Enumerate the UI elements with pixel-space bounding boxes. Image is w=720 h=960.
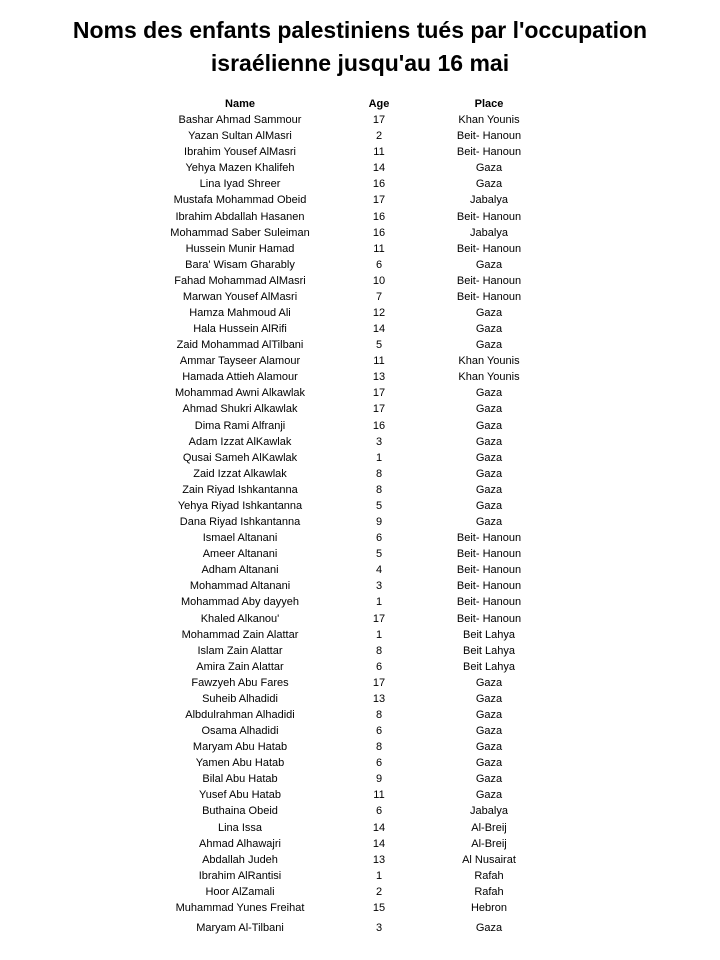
- cell-place: Al-Breij: [471, 821, 507, 834]
- cell-name: Fawzyeh Abu Fares: [191, 676, 289, 689]
- cell-place: Gaza: [475, 435, 503, 448]
- cell-name: Bilal Abu Hatab: [202, 773, 278, 786]
- cell-place: Gaza: [475, 258, 503, 271]
- cell-age: 4: [375, 564, 383, 577]
- table-row: [0, 225, 720, 241]
- cell-age: 8: [375, 483, 383, 496]
- cell-place: Rafah: [474, 869, 504, 882]
- title-line-2: israélienne jusqu'au 16 mai: [210, 50, 510, 76]
- cell-place: Gaza: [475, 483, 503, 496]
- cell-name: Ibrahim Abdallah Hasanen: [175, 210, 305, 223]
- table-row: [0, 337, 720, 353]
- cell-place: Gaza: [475, 467, 503, 480]
- table-row: [0, 884, 720, 900]
- cell-name: Ibrahim Yousef AlMasri: [184, 146, 296, 159]
- cell-place: Gaza: [475, 757, 503, 770]
- cell-place: Gaza: [475, 307, 503, 320]
- cell-name: Zain Riyad Ishkantanna: [182, 483, 298, 496]
- cell-name: Buthaina Obeid: [202, 805, 278, 818]
- table-row: [0, 385, 720, 401]
- cell-age: 8: [375, 467, 383, 480]
- cell-place: Gaza: [475, 419, 503, 432]
- cell-name: Mohammad Saber Suleiman: [170, 226, 310, 239]
- cell-place: Beit Lahya: [463, 628, 515, 641]
- cell-name: Hamada Attieh Alamour: [182, 371, 298, 384]
- cell-name: Albdulrahman Alhadidi: [185, 708, 295, 721]
- table-header-row: [0, 96, 720, 112]
- cell-age: 16: [372, 210, 386, 223]
- table-row: [0, 514, 720, 530]
- table-row: [0, 273, 720, 289]
- cell-age: 11: [373, 355, 385, 368]
- cell-age: 8: [375, 644, 383, 657]
- cell-age: 17: [372, 194, 386, 207]
- cell-age: 1: [375, 451, 383, 464]
- cell-age: 3: [375, 435, 383, 448]
- table-row: [0, 466, 720, 482]
- table-row: [0, 401, 720, 417]
- cell-name: Bara' Wisam Gharably: [185, 258, 295, 271]
- table-row: [0, 611, 720, 627]
- cell-age: 16: [372, 226, 386, 239]
- cell-age: 14: [372, 837, 386, 850]
- table-row: [0, 321, 720, 337]
- table-row: [0, 353, 720, 369]
- cell-name: Khaled Alkanou': [200, 612, 280, 625]
- cell-name: Qusai Sameh AlKawlak: [182, 451, 298, 464]
- cell-place: Gaza: [475, 162, 503, 175]
- cell-name: Mohammad Zain Alattar: [181, 628, 299, 641]
- cell-place: Khan Younis: [458, 355, 520, 368]
- cell-name: Ahmad Shukri Alkawlak: [182, 403, 298, 416]
- table-row: [0, 787, 720, 803]
- cell-place: Beit- Hanoun: [456, 548, 522, 561]
- table-row: [0, 434, 720, 450]
- table-row: [0, 546, 720, 562]
- table-row: [0, 160, 720, 176]
- table-row: [0, 530, 720, 546]
- cell-place: Gaza: [475, 708, 503, 721]
- cell-name: Bashar Ahmad Sammour: [178, 114, 302, 127]
- cell-name: Lina Issa: [217, 821, 263, 834]
- cell-place: Gaza: [475, 676, 503, 689]
- cell-place: Gaza: [475, 178, 503, 191]
- table-row: [0, 675, 720, 691]
- cell-age: 15: [372, 901, 386, 914]
- table-row: [0, 498, 720, 514]
- cell-name: Mohammad Aby dayyeh: [180, 596, 299, 609]
- cell-age: 11: [373, 242, 385, 255]
- table-row: [0, 128, 720, 144]
- cell-place: Gaza: [475, 403, 503, 416]
- table-row: [0, 192, 720, 208]
- cell-name: Fahad Mohammad AlMasri: [174, 274, 306, 287]
- cell-age: 12: [372, 307, 386, 320]
- table-row: [0, 836, 720, 852]
- cell-name: Dana Riyad Ishkantanna: [179, 516, 301, 529]
- cell-place: Jabalya: [470, 805, 508, 818]
- cell-name: Adham Altanani: [201, 564, 279, 577]
- table-row: [0, 723, 720, 739]
- cell-place: Gaza: [475, 323, 503, 336]
- cell-age: 5: [375, 548, 383, 561]
- cell-name: Suheib Alhadidi: [202, 692, 278, 705]
- cell-place: Beit- Hanoun: [456, 130, 522, 143]
- table-row: [0, 418, 720, 434]
- table-row: [0, 562, 720, 578]
- cell-name: Yamen Abu Hatab: [195, 757, 285, 770]
- cell-place: Beit- Hanoun: [456, 564, 522, 577]
- table-row: [0, 868, 720, 884]
- cell-name: Lina Iyad Shreer: [199, 178, 281, 191]
- cell-place: Jabalya: [470, 226, 508, 239]
- table-row: [0, 209, 720, 225]
- cell-age: 1: [375, 596, 383, 609]
- cell-name: Maryam Al-Tilbani: [196, 921, 284, 934]
- title-line-1: Noms des enfants palestiniens tués par l'occupation: [72, 17, 648, 43]
- table-row: [0, 594, 720, 610]
- table-row: [0, 144, 720, 160]
- cell-age: 14: [372, 323, 386, 336]
- cell-name: Zaid Mohammad AlTilbani: [176, 339, 304, 352]
- column-header-place: Place: [474, 98, 504, 110]
- cell-name: Hoor AlZamali: [205, 885, 275, 898]
- cell-age: 17: [372, 676, 386, 689]
- table-row: [0, 755, 720, 771]
- cell-place: Beit- Hanoun: [456, 146, 522, 159]
- cell-place: Gaza: [475, 516, 503, 529]
- cell-place: Gaza: [475, 339, 503, 352]
- table-row: [0, 739, 720, 755]
- table-row: [0, 852, 720, 868]
- cell-age: 1: [375, 628, 383, 641]
- cell-age: 7: [375, 290, 383, 303]
- cell-name: Dima Rami Alfranji: [194, 419, 286, 432]
- cell-place: Beit Lahya: [463, 644, 515, 657]
- cell-place: Beit- Hanoun: [456, 532, 522, 545]
- cell-name: Ismael Altanani: [202, 532, 278, 545]
- cell-name: Amira Zain Alattar: [196, 660, 284, 673]
- table-row: [0, 578, 720, 594]
- cell-age: 16: [372, 419, 386, 432]
- cell-name: Yehya Mazen Khalifeh: [185, 162, 295, 175]
- cell-place: Khan Younis: [458, 114, 520, 127]
- cell-name: Ahmad Alhawajri: [199, 837, 281, 850]
- cell-place: Beit- Hanoun: [456, 612, 522, 625]
- table-row: [0, 241, 720, 257]
- cell-age: 6: [375, 532, 383, 545]
- cell-place: Gaza: [475, 451, 503, 464]
- cell-age: 3: [375, 580, 383, 593]
- cell-age: 5: [375, 339, 383, 352]
- cell-name: Hussein Munir Hamad: [185, 242, 295, 255]
- cell-name: Maryam Abu Hatab: [192, 741, 288, 754]
- table-row: [0, 771, 720, 787]
- cell-name: Yusef Abu Hatab: [199, 789, 281, 802]
- cell-name: Adam Izzat AlKawlak: [188, 435, 292, 448]
- cell-place: Gaza: [475, 725, 503, 738]
- cell-age: 5: [375, 499, 383, 512]
- table-row: [0, 305, 720, 321]
- cell-name: Islam Zain Alattar: [197, 644, 283, 657]
- cell-age: 17: [372, 387, 386, 400]
- cell-place: Gaza: [475, 741, 503, 754]
- table-body: [0, 112, 720, 936]
- cell-place: Beit- Hanoun: [456, 274, 522, 287]
- cell-place: Hebron: [470, 901, 508, 914]
- cell-place: Gaza: [475, 387, 503, 400]
- table-row: [0, 176, 720, 192]
- table-row: [0, 627, 720, 643]
- cell-age: 11: [373, 789, 385, 802]
- cell-name: Ammar Tayseer Alamour: [179, 355, 301, 368]
- cell-age: 11: [373, 146, 385, 159]
- table-row: [0, 691, 720, 707]
- table-row: [0, 257, 720, 273]
- table-row: [0, 289, 720, 305]
- page-title: [0, 14, 720, 80]
- cell-name: Mohammad Awni Alkawlak: [174, 387, 306, 400]
- table-row: [0, 450, 720, 466]
- table-row: [0, 820, 720, 836]
- table-row: [0, 920, 720, 936]
- cell-place: Al-Breij: [471, 837, 507, 850]
- cell-age: 2: [375, 130, 383, 143]
- cell-age: 13: [372, 371, 386, 384]
- cell-age: 6: [375, 725, 383, 738]
- table-row: [0, 803, 720, 819]
- cell-name: Osama Alhadidi: [201, 725, 279, 738]
- cell-name: Yazan Sultan AlMasri: [188, 130, 292, 143]
- table-row: [0, 900, 720, 916]
- cell-age: 8: [375, 708, 383, 721]
- table-row: [0, 112, 720, 128]
- cell-name: Abdallah Judeh: [202, 853, 278, 866]
- cell-age: 6: [375, 757, 383, 770]
- cell-age: 6: [375, 805, 383, 818]
- cell-place: Beit- Hanoun: [456, 242, 522, 255]
- cell-place: Gaza: [475, 499, 503, 512]
- cell-place: Gaza: [475, 921, 503, 934]
- cell-age: 2: [375, 885, 383, 898]
- cell-age: 8: [375, 741, 383, 754]
- cell-age: 14: [372, 162, 386, 175]
- column-header-age: Age: [368, 98, 390, 110]
- cell-age: 3: [375, 921, 383, 934]
- cell-age: 13: [372, 692, 386, 705]
- cell-name: Yehya Riyad Ishkantanna: [177, 499, 303, 512]
- cell-age: 16: [372, 178, 386, 191]
- cell-name: Hamza Mahmoud Ali: [189, 307, 291, 320]
- cell-age: 9: [375, 516, 383, 529]
- cell-name: Zaid Izzat Alkawlak: [193, 467, 287, 480]
- column-header-name: Name: [225, 98, 255, 110]
- cell-place: Beit Lahya: [463, 660, 515, 673]
- cell-age: 17: [372, 403, 386, 416]
- cell-age: 6: [375, 258, 383, 271]
- table-row: [0, 707, 720, 723]
- cell-name: Mohammad Altanani: [189, 580, 291, 593]
- cell-place: Khan Younis: [458, 371, 520, 384]
- cell-place: Beit- Hanoun: [456, 580, 522, 593]
- cell-age: 1: [375, 869, 383, 882]
- cell-age: 17: [372, 612, 386, 625]
- cell-name: Mustafa Mohammad Obeid: [173, 194, 307, 207]
- cell-place: Beit- Hanoun: [456, 210, 522, 223]
- cell-place: Beit- Hanoun: [456, 596, 522, 609]
- cell-place: Beit- Hanoun: [456, 290, 522, 303]
- cell-name: Hala Hussein AlRifi: [193, 323, 287, 336]
- table-row: [0, 369, 720, 385]
- cell-age: 17: [372, 114, 386, 127]
- cell-place: Jabalya: [470, 194, 508, 207]
- cell-age: 13: [372, 853, 386, 866]
- cell-age: 6: [375, 660, 383, 673]
- cell-age: 10: [372, 274, 386, 287]
- cell-age: 14: [372, 821, 386, 834]
- children-table: [0, 96, 720, 936]
- cell-place: Gaza: [475, 692, 503, 705]
- table-row: [0, 659, 720, 675]
- cell-place: Gaza: [475, 773, 503, 786]
- cell-name: Ibrahim AlRantisi: [198, 869, 282, 882]
- cell-place: Al Nusairat: [462, 853, 516, 866]
- table-row: [0, 643, 720, 659]
- cell-age: 9: [375, 773, 383, 786]
- table-row: [0, 482, 720, 498]
- cell-name: Muhammad Yunes Freihat: [175, 901, 305, 914]
- cell-name: Ameer Altanani: [202, 548, 278, 561]
- cell-name: Marwan Yousef AlMasri: [182, 290, 298, 303]
- cell-place: Rafah: [474, 885, 504, 898]
- cell-place: Gaza: [475, 789, 503, 802]
